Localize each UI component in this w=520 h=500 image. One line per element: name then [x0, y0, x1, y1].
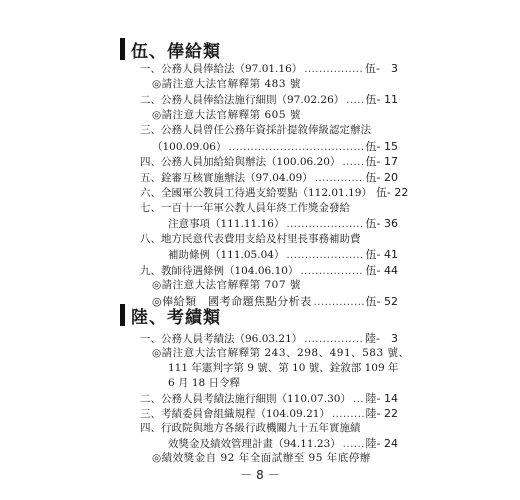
section-title: 陸、考績類: [131, 307, 221, 328]
toc-entry-label: 注意事項（111.11.16）: [168, 218, 285, 230]
toc-entry-page: 伍- 41: [365, 248, 398, 261]
section-title: 伍、俸給類: [131, 41, 221, 62]
leader-dots: [286, 219, 363, 230]
leader-dots: [228, 142, 363, 153]
page-number: － 8 －: [240, 468, 280, 482]
toc-entry-page: 伍- 11: [365, 93, 398, 106]
toc-entry-label: 二、公務人員俸給法施行細則（97.02.26）: [140, 94, 345, 106]
toc-entry-label: ◎俸給類 國考命題焦點分析表: [152, 294, 312, 308]
interpretation-note: ◎績效獎金自 92 年全面試辦至 95 年底停辦: [152, 452, 371, 464]
leader-dots: [343, 439, 364, 450]
toc-entry-label: 補助條例（111.05.04）: [168, 249, 285, 261]
toc-entry[interactable]: [140, 262, 398, 277]
toc-entry-page: 伍- 17: [365, 155, 398, 168]
interpretation-note: ◎請注意大法官解釋第 483 號: [152, 77, 301, 90]
toc-entry[interactable]: [140, 153, 398, 168]
toc-entry-label: （100.09.06）: [152, 140, 227, 153]
toc-entry[interactable]: [168, 246, 398, 261]
toc-entry-label: 四、公務人員加給給與辦法（100.06.20）: [140, 156, 341, 168]
toc-entry-page: 伍- 3: [365, 62, 398, 75]
toc-entry-page: 陸- 14: [365, 392, 398, 405]
toc-entry-page: 陸- 24: [365, 437, 398, 450]
leader-dots: [304, 64, 363, 75]
toc-entry-page: 伍- 52: [365, 294, 398, 308]
toc-entry[interactable]: [140, 169, 398, 184]
leader-dots: [342, 157, 363, 168]
toc-entry-page: 伍- 20: [365, 170, 398, 184]
section-marker: [120, 38, 125, 60]
toc-entry-label: 二、公務人員考績法施行細則（110.07.30）: [140, 393, 351, 405]
toc-entry-label[interactable]: 七、一百十一年軍公教人員年終工作獎金發給: [140, 201, 350, 214]
toc-entry-page: 陸- 3: [365, 332, 398, 345]
toc-entry[interactable]: [168, 215, 398, 230]
toc-entry[interactable]: [152, 138, 398, 153]
leader-dots: [286, 250, 363, 261]
toc-entry-label: 一、公務人員俸給法（97.01.16）: [140, 63, 303, 75]
toc-entry[interactable]: [140, 91, 398, 106]
toc-entry-page: 伍- 22: [375, 186, 409, 199]
interpretation-note: ◎請注意大法官解釋第 707 號: [152, 279, 301, 291]
toc-entry[interactable]: [140, 60, 398, 75]
interpretation-note: 6 月 18 日令釋: [168, 377, 241, 389]
toc-entry-page: 伍- 36: [365, 217, 398, 230]
interpretation-note: ◎請注意大法官解釋第 605 號: [152, 108, 301, 121]
toc-entry[interactable]: [140, 184, 409, 199]
leader-dots: [300, 266, 363, 277]
interpretation-note: ◎請注意大法官解釋第 243、298、491、583 號、: [152, 347, 410, 359]
interpretation-note: 111 年憲判字第 9 號、第 10 號、銓敘部 109 年: [168, 362, 399, 374]
toc-entry-label[interactable]: 三、公務人員曾任公務年資採計提敘俸級認定辦法: [140, 124, 371, 136]
toc-entry-page: 伍- 15: [365, 139, 398, 153]
leader-dots: [353, 394, 364, 405]
leader-dots: [304, 334, 363, 345]
leader-dots: [346, 95, 363, 106]
toc-entry[interactable]: [168, 435, 398, 450]
leader-dots: [315, 173, 364, 184]
toc-entry-label[interactable]: 八、地方民意代表費用支給及村里長事務補助費: [140, 232, 361, 245]
toc-entry-label: 三、考績委員會組織規程（104.09.21）: [140, 408, 330, 420]
section-marker: [120, 304, 125, 326]
section-heading-performance: [120, 302, 380, 328]
toc-entry[interactable]: [140, 390, 398, 405]
toc-entry[interactable]: [140, 330, 398, 345]
toc-entry-label[interactable]: 四、行政院與地方各級行政機關九十五年實施績: [140, 422, 361, 434]
toc-entry-label: 一、公務人員考績法（96.03.21）: [140, 333, 303, 345]
toc-entry-page: 陸- 22: [365, 407, 398, 420]
toc-entry[interactable]: [140, 405, 398, 420]
toc-entry-label: 九、教師待遇條例（104.06.10）: [140, 264, 299, 277]
toc-entry-label: 六、全國軍公教員工待遇支給要點（112.01.19）: [140, 187, 372, 199]
toc-entry-page: 伍- 44: [365, 263, 398, 277]
toc-entry-label: 五、銓審互核實施辦法（97.04.09）: [140, 171, 313, 184]
leader-dots: [332, 409, 364, 420]
toc-entry-label: 效獎金及績效管理計畫（94.11.23）: [168, 438, 341, 450]
section-heading-salary: [120, 36, 380, 62]
